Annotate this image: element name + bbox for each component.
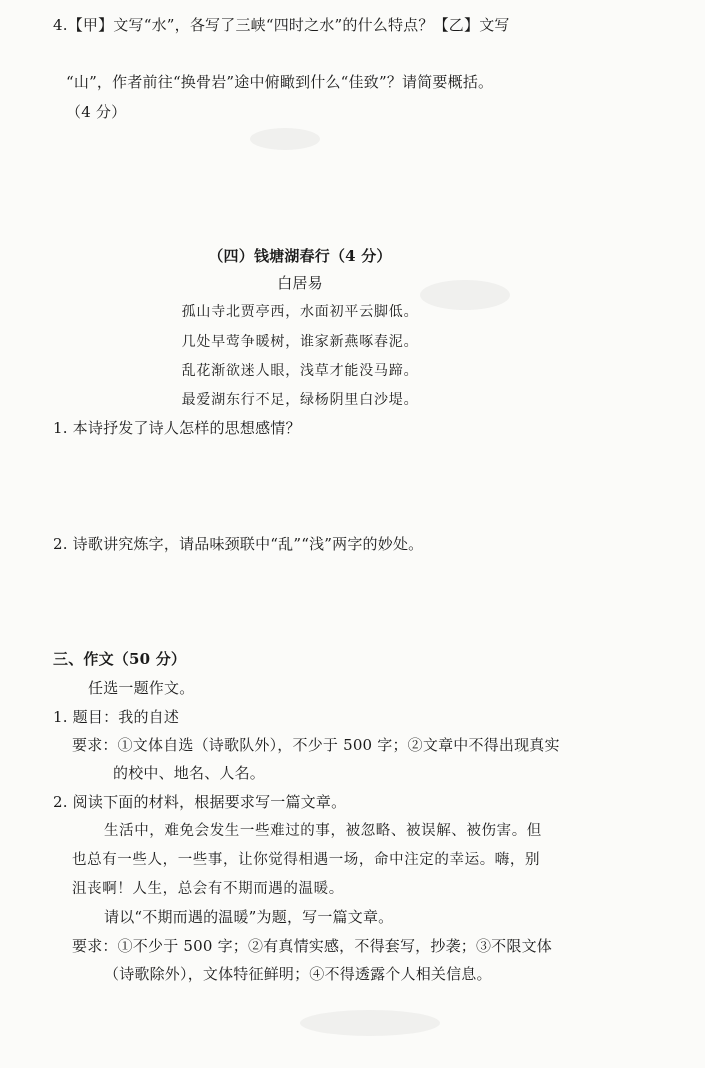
q4-line-2: “山”，作者前往“换骨岩”途中俯瞰到什么“佳致”？请简要概括。 xyxy=(66,73,494,91)
poem-section-title: （四）钱塘湖春行（4 分） xyxy=(208,247,392,265)
composition-intro: 任选一题作文。 xyxy=(88,679,195,697)
topic-2-material-line-1: 生活中，难免会发生一些难过的事，被忽略、被误解、被伤害。但 xyxy=(104,823,542,839)
q4-line-1: 4.【甲】文写“水”，各写了三峡“四时之水”的什么特点？【乙】文写 xyxy=(53,16,510,34)
topic-2-title: 2. 阅读下面的材料，根据要求写一篇文章。 xyxy=(53,793,347,811)
poem-line-4: 最爱湖东行不足，绿杨阴里白沙堤。 xyxy=(181,392,419,408)
poem-line-1: 孤山寺北贾亭西，水面初平云脚低。 xyxy=(181,304,419,320)
composition-section-title: 三、作文（50 分） xyxy=(53,650,187,668)
topic-2-material-line-3: 沮丧啊！人生，总会有不期而遇的温暖。 xyxy=(72,881,344,897)
poem-line-2: 几处早莺争暖树，谁家新燕啄春泥。 xyxy=(181,334,419,350)
q4-score: （4 分） xyxy=(66,103,127,121)
poem-question-2: 2. 诗歌讲究炼字，请品味颈联中“乱”“浅”两字的妙处。 xyxy=(53,535,424,553)
topic-1-requirement-line-1: 要求：①文体自选（诗歌队外），不少于 500 字；②文章中不得出现真实 xyxy=(72,736,560,754)
topic-1-title: 1. 题目：我的自述 xyxy=(53,708,180,726)
topic-2-requirement-line-2: （诗歌除外），文体特征鲜明；④不得透露个人相关信息。 xyxy=(104,965,492,983)
topic-1-requirement-line-2: 的校中、地名、人名。 xyxy=(113,764,266,782)
topic-2-material-line-2: 也总有一些人，一些事，让你觉得相遇一场，命中注定的幸运。嗨，别 xyxy=(72,852,541,868)
poem-question-1: 1. 本诗抒发了诗人怎样的思想感情？ xyxy=(53,419,301,437)
topic-2-prompt: 请以“不期而遇的温暖”为题，写一篇文章。 xyxy=(104,908,394,926)
topic-2-requirement-line-1: 要求：①不少于 500 字；②有真情实感，不得套写，抄袭；③不限文体 xyxy=(72,937,552,955)
poem-author: 白居易 xyxy=(277,274,323,292)
scan-speckle xyxy=(300,1010,440,1036)
scan-speckle xyxy=(250,128,320,150)
poem-line-3: 乱花渐欲迷人眼，浅草才能没马蹄。 xyxy=(181,363,419,379)
